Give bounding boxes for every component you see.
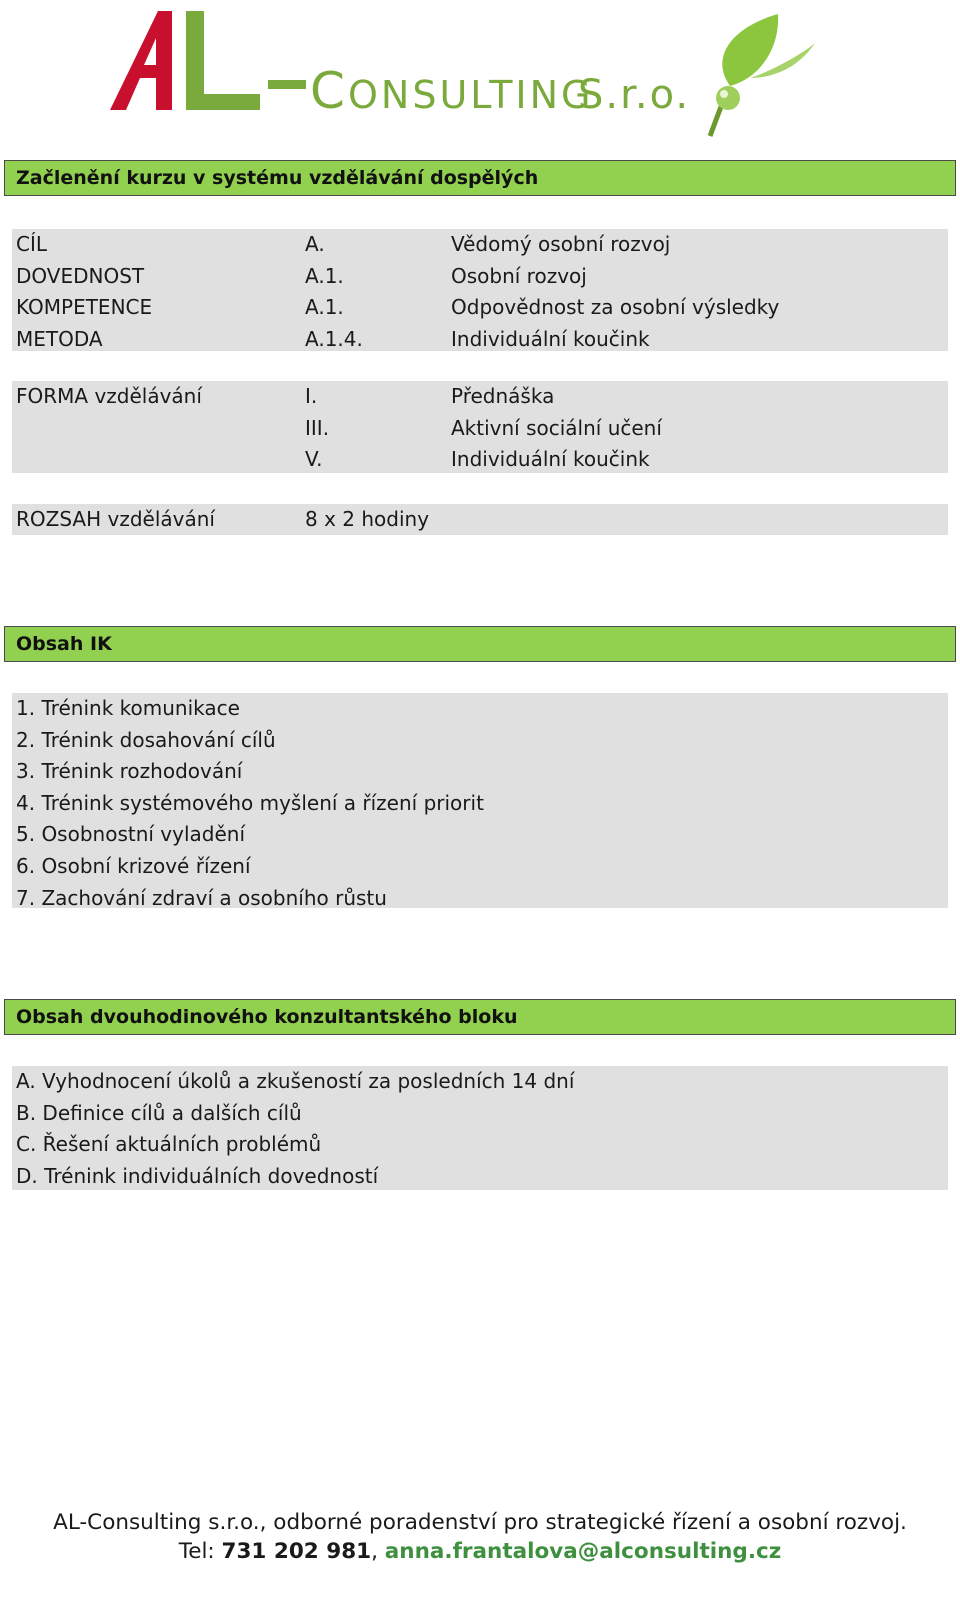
row-value: Osobní rozvoj xyxy=(451,263,587,288)
row-label: CÍL xyxy=(16,232,48,256)
rozsah-label: ROZSAH vzdělávání xyxy=(16,507,215,531)
section-header-konzultantsky-blok: Obsah dvouhodinového konzultantského bloku xyxy=(4,999,956,1035)
list-item: 2. Trénink dosahování cílů xyxy=(16,727,276,752)
forma-code: V. xyxy=(305,447,323,471)
svg-text:S.r.o.: S.r.o. xyxy=(578,72,691,118)
row-code: A.1.4. xyxy=(305,326,363,351)
section-header-obsah-ik: Obsah IK xyxy=(4,626,956,662)
rozsah-value: 8 x 2 hodiny xyxy=(305,507,430,531)
footer-phone[interactable]: 731 202 981 xyxy=(221,1539,372,1564)
list-item: B. Definice cílů a dalších cílů xyxy=(16,1100,302,1125)
forma-value: Přednáška xyxy=(451,384,555,408)
row-label: KOMPETENCE xyxy=(16,295,153,319)
row-label: METODA xyxy=(16,326,103,351)
row-code: A.1. xyxy=(305,263,344,288)
svg-text:ONSULTING: ONSULTING xyxy=(348,73,594,117)
rozsah-row xyxy=(12,504,948,536)
row-code: A. xyxy=(305,232,325,256)
classification-row-dovednost xyxy=(12,261,948,293)
forma-table xyxy=(12,381,948,473)
list-item: 5. Osobnostní vyladění xyxy=(16,822,246,847)
obsah-ik-list xyxy=(12,693,948,908)
footer-email-link[interactable]: anna.frantalova@alconsulting.cz xyxy=(384,1539,782,1564)
row-code: A.1. xyxy=(305,295,344,319)
forma-row xyxy=(12,381,948,413)
footer-contact-line xyxy=(0,1539,960,1564)
row-value: Vědomý osobní rozvoj xyxy=(451,232,671,256)
forma-label: FORMA vzdělávání xyxy=(16,384,202,408)
forma-value: Aktivní sociální učení xyxy=(451,415,662,440)
row-label: DOVEDNOST xyxy=(16,263,145,288)
list-item: C. Řešení aktuálních problémů xyxy=(16,1132,322,1157)
list-item: A. Vyhodnocení úkolů a zkušeností za posledních 14 dní xyxy=(16,1069,575,1093)
row-value: Individuální koučink xyxy=(451,326,650,351)
classification-row-metoda xyxy=(12,324,948,356)
forma-row xyxy=(12,413,948,445)
classification-table xyxy=(12,229,948,351)
footer-separator: , xyxy=(371,1539,385,1564)
company-logo xyxy=(110,8,850,143)
list-item: 4. Trénink systémového myšlení a řízení priorit xyxy=(16,790,484,815)
forma-row xyxy=(12,444,948,476)
list-item: 1. Trénink komunikace xyxy=(16,696,240,720)
row-value: Odpovědnost za osobní výsledky xyxy=(451,295,780,319)
list-item: D. Trénink individuálních dovedností xyxy=(16,1163,379,1188)
rozsah-table xyxy=(12,504,948,535)
footer-company-line: AL-Consulting s.r.o., odborné poradenství pro strategické řízení a osobní rozvoj. xyxy=(53,1510,907,1535)
classification-row-cil xyxy=(12,229,948,261)
list-item: 7. Zachování zdraví a osobního růstu xyxy=(16,885,387,910)
list-item: 6. Osobní krizové řízení xyxy=(16,853,251,878)
forma-code: III. xyxy=(305,415,330,440)
classification-row-kompetence xyxy=(12,292,948,324)
forma-value: Individuální koučink xyxy=(451,447,650,471)
svg-text:C: C xyxy=(310,62,347,120)
section-header-zacleneni: Začlenění kurzu v systému vzdělávání dospělých xyxy=(4,160,956,196)
forma-code: I. xyxy=(305,384,318,408)
konzultantsky-blok-list xyxy=(12,1066,948,1190)
footer-tel-label: Tel: xyxy=(178,1539,222,1564)
list-item: 3. Trénink rozhodování xyxy=(16,759,243,784)
